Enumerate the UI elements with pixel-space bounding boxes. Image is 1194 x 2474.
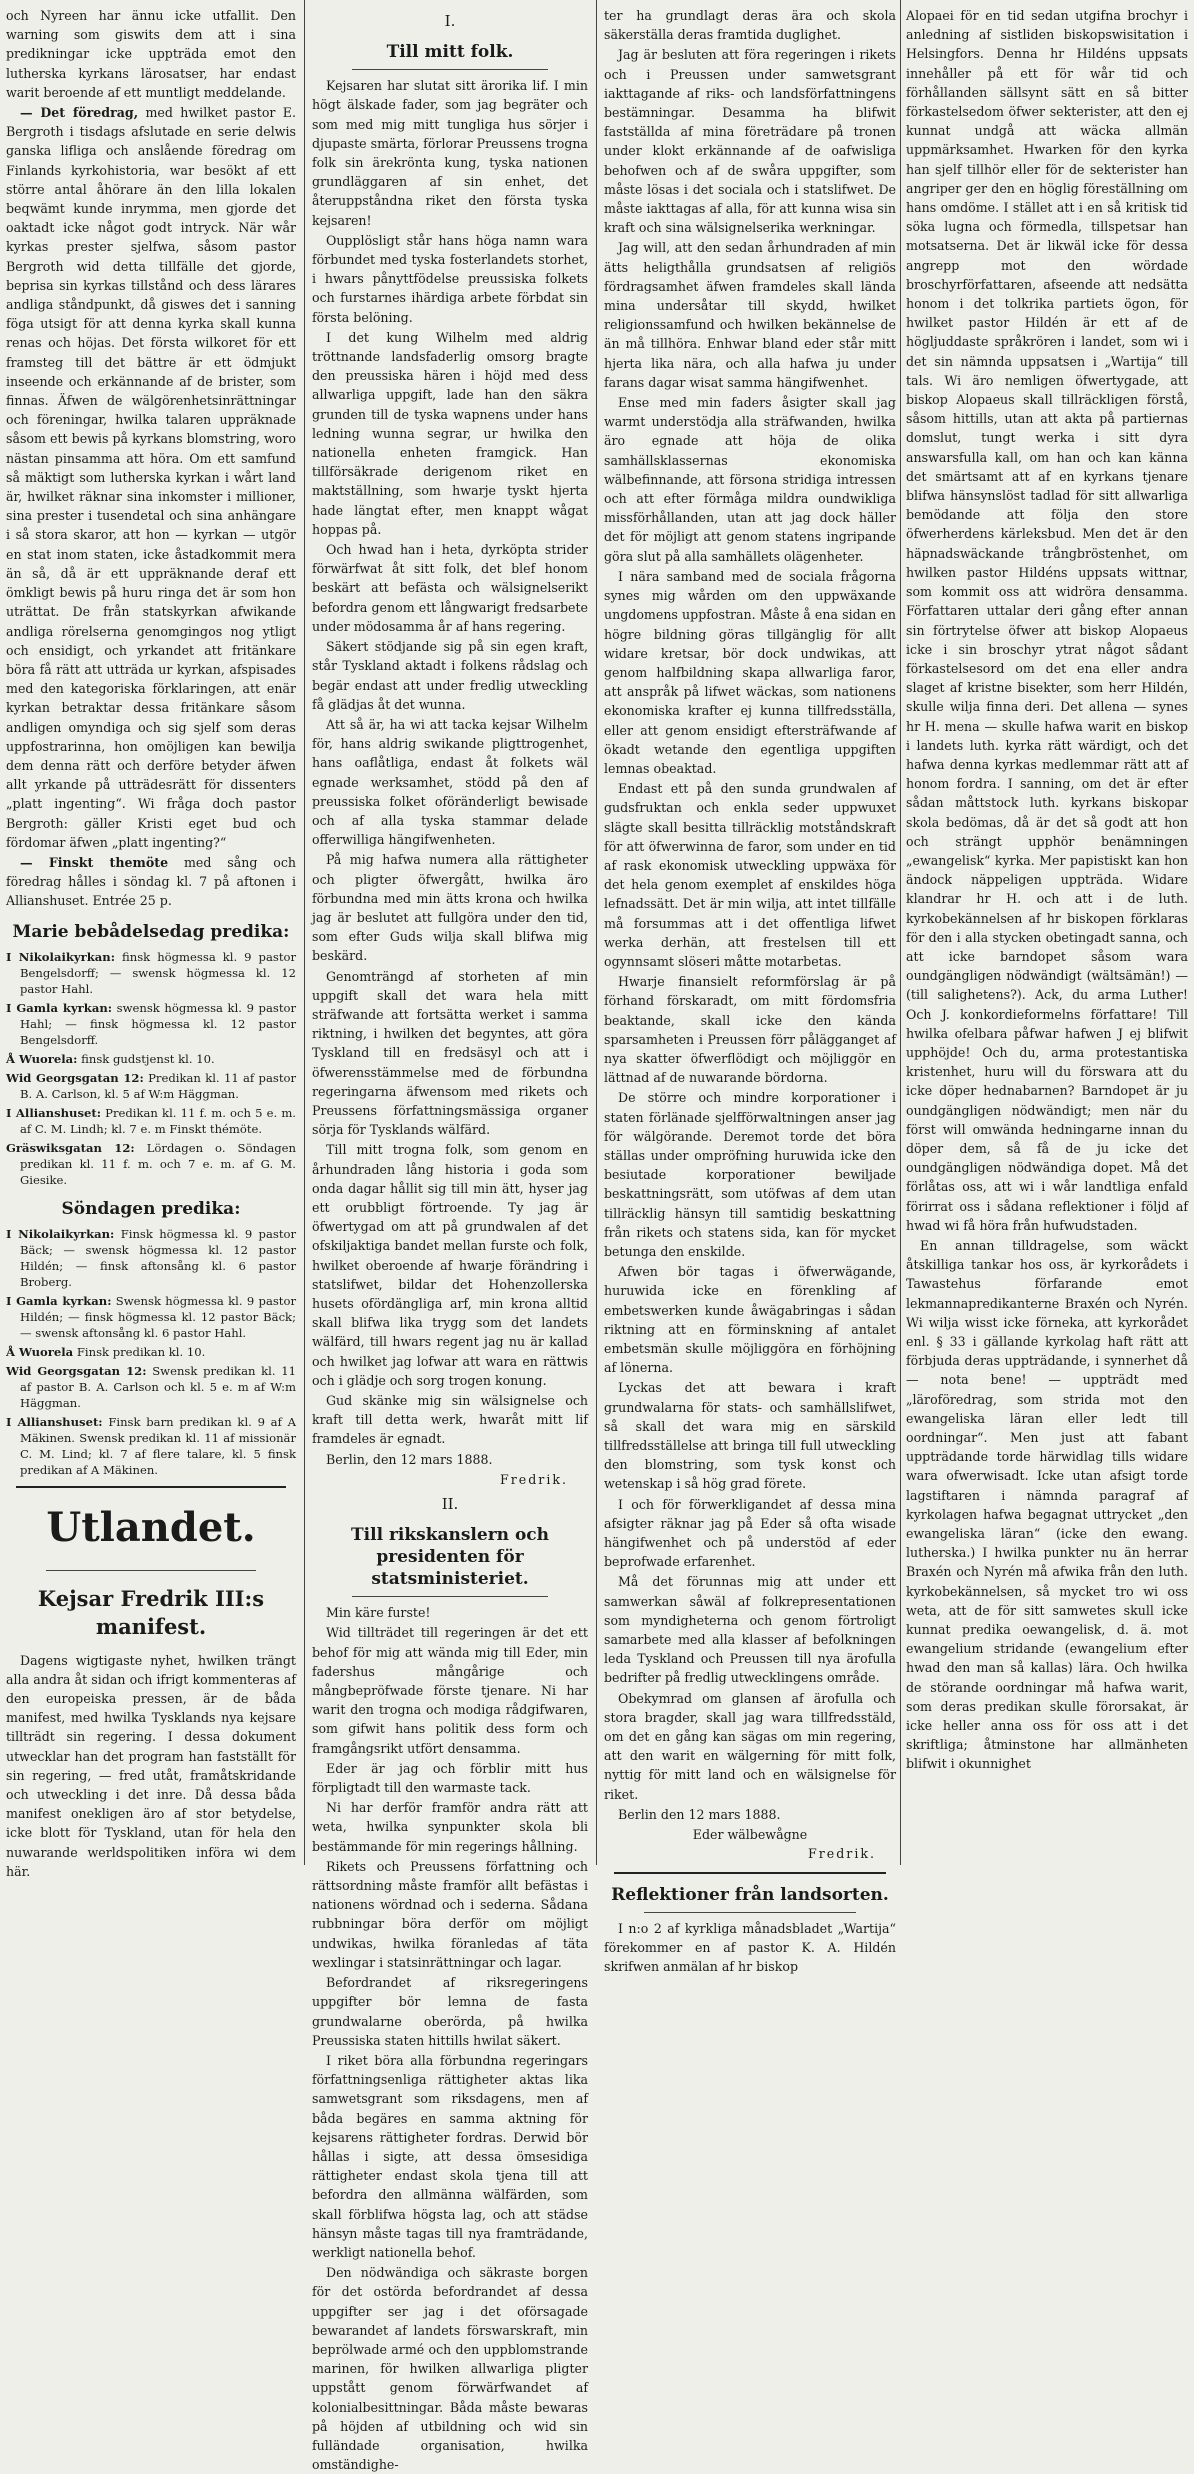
schedule-item: Å Wuorela: finsk gudstjenst kl. 10. xyxy=(6,1051,215,1066)
paragraph: Obekymrad om glansen af ärofulla och stora bragder, skall jag wara tillfredsstäld, om det en gång kan sägas om min regering, att den warit en wälgerning för mitt folk, nyttig för mitt land och en wälsignelse för riket. xyxy=(604,1690,896,1802)
paragraph: ter ha grundlagt deras ära och skola säkerställa deras framtida duglighet. xyxy=(604,8,896,43)
heading-kejsar-manifest: Kejsar Fredrik III:s manifest. xyxy=(37,1585,265,1639)
column-rule xyxy=(596,0,597,1865)
paragraph: Eder är jag och förblir mitt hus förpligtadt till den warmaste tack. xyxy=(312,1760,588,1796)
paragraph: I och för förwerkligandet af dessa mina afsigter räknar jag på Eder så ofta wisade hängifwenhet och på understöd af eder beprofwade erfarenhet. xyxy=(604,1496,896,1570)
signature: Fredrik. xyxy=(500,1471,568,1487)
paragraph: Säkert stödjande sig på sin egen kraft, står Tyskland aktadt i folkens rådslag och begär endast att under fredlig utweckling få glädjas åt det wunna. xyxy=(312,639,588,712)
column-2 xyxy=(312,6,588,2473)
column-3 xyxy=(604,6,896,1974)
section-divider xyxy=(614,1872,886,1874)
paragraph: Ni har derför framför andra rätt att weta, hwilka synpunkter skola bli bestämmande för min regerings hållning. xyxy=(312,1800,588,1854)
paragraph: Kejsaren har slutat sitt ärorika lif. I min högt älskade fader, som jag begräter och som med mig mitt tungliga hus sörjer i djupaste smärta, förlorar Preussens trogna folk sin ärekrönta kung, tyska nationen grundläggaren af sin enhet, det återuppståndna riket den första tyska kejsaren! xyxy=(312,78,588,228)
paragraph: I det kung Wilhelm med aldrig tröttnande landsfaderlig omsorg bragte den preussiska hären i höjd med dess allwarliga uppgift, lade han den säkra grunden till de tyska wapnens under hans ledning wunna segrar, ur hwilka den nationella enheten framgick. Han tillförsäkrade derigenom riket en maktställning, som hwarje tyskt hjerta hade längtat efter, men knappt wågat hoppas på. xyxy=(312,329,588,537)
paragraph: I riket böra alla förbundna regeringars författningsenliga rättigheter aktas lika samwetsgrant som riksdagens, men af båda begäres en samma aktning för kejsarens rättigheter fordras. Derwid bör hållas i sigte, att dessa ömsesidiga rättigheter endast skola tjena till att befordra den allmänna wälfärden, som skall förblifwa högsta lag, och att städse hänsyn måste tagas till nya framträdande, werkligt nationella behof. xyxy=(312,2052,588,2260)
article-text: med hwilket pastor E. Bergroth i tisdags afslutade en serie delwis ganska lifliga och anslående föredrag om Finlands kyrkohistoria, war besökt af ett större antal åhörare än den lilla lokalen beqwämt kunde inrymma, men gjorde det oaktadt icke något godt intryck. När wår kyrkas prester sjelfwa, såsom pastor Bergroth wid detta tillfälle det gjorde, beprisa sin kyrkas tillstånd och dess lärares andliga ståndpunkt, då giswes det i sanning föga utsigt för att denna kyrka skall kunna renas och höjas. Det första wilkoret för ett framsteg till det bättre är ett ödmjukt inseende och erkännande af de brister, som finnas. Äfwen de wälgörenhetsinrättningar och föreningar, hwilka talaren uppräknade såsom ett bewis på kyrkans blomstring, woro nästan pinsamma att höra. Om ett samfund så mäktigt som lutherska kyrkan i wårt land är, hwilket räknar sina inkomster i millioner, sina prester i tusendetal och sina anhängare i så stora skaror, att hon — kyrkan — utgör en stat inom staten, icke åstadkommit mera än så, då är ett uppräknande deraf ett ömkligt bewis på huru ringa det är som hon uträttat. De från statskyrkan afwikande andliga rörelserna genomgingos nog ytligt och ensidigt, och yrkandet att fritänkare böra få rätt att utträda ur kyrkan, afspisades med den kategoriska förklaringen, att enär kyrkan betraktar dessa fritänkare såsom andligen omyndiga och sig sjelf som deras uppfostrarinna, hon omöjligen kan bewilja dem denna rätt och derföre betyder äfwen allt yrkande på utträdesrätt för dissenters „platt ingenting“. Wi fråga doch pastor Bergroth: gäller Kristi eget bud och fördomar äfwen „platt ingenting?“ xyxy=(6,105,296,850)
paragraph: I nära samband med de sociala frågorna synes mig wården om den uppwäxande ungdomens uppfostran. Måste å ena sidan en högre bildning göras tillgänglig för allt widare kretsar, bör dock undwikas, att genom halfbildning skapa allwarliga faror, att anspråk på lifwet wäckas, som nationens ekonomiska krafter ej kunna tillfredsställa, eller att genom ensidigt eftersträfwande af ökadt wetande den egentliga uppgiften lemnas obeaktad. xyxy=(604,568,896,776)
column-rule xyxy=(900,0,901,1865)
schedule-item: Wid Georgsgatan 12: Predikan kl. 11 af pastor B. A. Carlson, kl. 5 af W:m Häggman. xyxy=(6,1070,297,1101)
divider xyxy=(644,1912,856,1913)
paragraph: Och hwad han i heta, dyrköpta strider förwärfwat åt sitt folk, det blef honom beskärt att befästa och wälsignelserikt befordra genom ett långwarigt fredsarbete under mödosamma år af hans regering. xyxy=(312,542,588,634)
heading-marie: Marie bebådelsedag predika: xyxy=(12,921,290,942)
paragraph: Att så är, ha wi att tacka kejsar Wilhelm för, hans aldrig swikande pligttrogenhet, hans oaflåtliga, endast åt folkets wäl egnade werksamhet, stödd på den af preussiska folket oföränderligt bewisade och af alla tyska stammar delade offerwilliga hängifwenheten. xyxy=(312,716,588,848)
paragraph: Må det förunnas mig att under ett samwerkan såwäl af folkrepresentationen som myndigheterna och genom förtroligt samarbete med alla klasser af befolkningen leda Tyskland och Preussen till nya ärofulla bedrifter på fredlig utwecklingens område. xyxy=(604,1574,896,1686)
closing: Eder wälbewågne xyxy=(692,1827,808,1843)
section-number: I. xyxy=(444,12,456,30)
section-number: II. xyxy=(441,1495,459,1514)
heading-utlandet: Utlandet. xyxy=(46,1503,256,1551)
schedule-item: I Allianshuset: Predikan kl. 11 f. m. och 5 e. m. af C. M. Lindh; kl. 7 e. m Finskt thémöte. xyxy=(6,1105,296,1136)
schedule-item: Gräswiksgatan 12: Lördagen o. Söndagen predikan kl. 11 f. m. och 7 e. m. af G. M. Giesike. xyxy=(6,1140,297,1187)
paragraph: Befordrandet af riksregeringens uppgifter bör lemna de fasta grundwalarne oberörda, på hwilka Preussiska staten hittills hwilat säkert. xyxy=(312,1975,588,2048)
dateline: Berlin, den 12 mars 1888. xyxy=(326,1451,493,1467)
column-1 xyxy=(6,6,297,1879)
paragraph: Jag will, att den sedan århundraden af min ätts heligthålla grundsatsen af religiös fördragsamhet äfwen framdeles skall lända mina undersåtar till skydd, hwilket religionssamfund och hwilken bekännelse de än må tillhöra. Enhwar bland eder står mitt hjerta lika nära, och alla hafwa ju under farans dagar wisat samma hängifwenhet. xyxy=(604,240,896,390)
article-finskt xyxy=(6,853,296,911)
lead-text: — Det föredrag, xyxy=(20,105,139,121)
paragraph: Gud skänke mig sin wälsignelse och kraft till detta werk, hwaråt mitt lif framdeles är egnadt. xyxy=(312,1393,588,1447)
schedule-item: I Nikolaikyrkan: Finsk högmessa kl. 9 pastor Bäck; — swensk högmessa kl. 12 pastor Hildén; — finsk aftonsång kl. 6 pastor Broberg. xyxy=(6,1226,297,1289)
paragraph: Lyckas det att bewara i kraft grundwalarna för stats- och samhällslifwet, så skall det wara mig en särskild tillfredsställelse att bringa till full utweckling den blomstring, som tysk konst och wetenskap i så hög grad förete. xyxy=(604,1380,896,1492)
section-divider xyxy=(16,1486,286,1488)
paragraph: Rikets och Preussens författning och rättsordning måste framför allt befästas i nationens wördnad och i sederna. Sådana rubbningar böra derför om möjligt undwikas, hwilka föranledas af täta wexlingar i statsinrättningar och lagar. xyxy=(312,1858,588,1970)
schedule-item: Wid Georgsgatan 12: Swensk predikan kl. 11 af pastor B. A. Carlson och kl. 5 e. m af W:m Häggman. xyxy=(6,1363,297,1410)
paragraph: Alopaei för en tid sedan utgifna brochyr i anledning af sistliden biskopswisitation i Helsingfors. Denna hr Hildéns uppsats innehåller på ett för wår tid och förhållanden sällsynt sätt en så bitter förkastelsedom öfwer sekterister, att den ej kunnat undgå att wäcka allmän uppmärksamhet. Hwarken för den kyrka han sjelf tillhör eller för de sekterister han angriper ger den en höglig föreställning om hans omdöme. I stället att i en så kritisk tid söka lugna och förmedla, tillspetsar han motsatserna. Det är likwäl icke för dessa angrepp mot den wördade broschyrförfattaren, afseende att nedsätta honom i det tolkrika partiets ögon, för hwilket pastor Hildén är ett af de högljuddaste språkrören i landet, som wi i det sin nämnda uppsatsen i „Wartija“ till tals. Wi äro nemligen öfwertygade, att biskop Alopaeus skall tillräckligen förstå, såsom hittills, utan att akta på partiernas domslut, tungt werka i sitt dyra answarsfulla kall, om han och kan känna det smärtsamt att af en kyrkans tjenare blifwa hänsynslöst tadlad för sitt allwarliga bemödande att följa den store öfwerherdens kärleksbud. Men det är den häpnadswäckande trångbröstenhet, om hwilken pastor Hildéns uppsats wittnar, som kommit oss att widröra densamma. Författaren uttalar deri gång efter annan sin förtrytelse öfwer att biskop Alopaeus icke i sin broschyr ytrat något sådant förkastelsesord om det ena eller andra slaget af kristne bisekter, som herr Hildén, skulle wilja finna deri. Det allena — synes hr H. mena — skulle hafwa warit en biskop i landets luth. kyrka rätt wärdigt, och det hafwa denna kyrkas medlemmar rätt att af honom fordra. I sanning, om det är efter sådan måttstock luth. kyrkans biskopar skola bedömas, då är det så godt att hon och strängt upphör benämningen „ewangelisk“ kyrka. Mer papistiskt kan hon ändock näppeligen uppträda. Widare klandrar hr H. och att i de luth. kyrkobekännelsen af hr biskopen förklaras för den i alla stycken obetingadt sanna, och att icke barndopet såsom wara oundgängligen nödwändigt (wältsämän!) — (till salighetens?). Ack, du arma Luther! Och J. konkordieformelns författare! Till hwilka ofelbara påfwar hafwen J ej blifwit upphöjde! Och du, arma protestantiska kristenhet, huru will du förswara att du icke döper hednabarnen? Barndopet är ju oundgängligen nödwändigt; men när du först will omwända hedningarne innan du döper dem, så få de ju icke det oundgängligen nödwändiga dopet. Må det förlåtas oss, att wi i wår landtliga enfald förirrat oss i sådana reflektioner i följd af hwad wi få höra från hufwudstaden. xyxy=(906,8,1188,1233)
paragraph: Afwen bör tagas i öfwerwägande, huruwida icke en förenkling af embetswerken kunde åwägabringas i sådan riktning att en förminskning af antalet embetsmän skulle möjliggöra en förhöjning af lönerna. xyxy=(604,1264,896,1376)
schedule-item: I Nikolaikyrkan: finsk högmessa kl. 9 pastor Bengelsdorff; — swensk högmessa kl. 12 pastor Hahl. xyxy=(6,949,296,996)
paragraph: Oupplösligt står hans höga namn wara förbundet med tyska fosterlandets storhet, i hwars pånyttfödelse preussiska folkets och furstarnes ihärdiga arbete förbdat sin första belöning. xyxy=(312,232,588,325)
paragraph: I n:o 2 af kyrkliga månadsbladet „Wartija“ förekommer en af pastor K. A. Hildén skrifwen anmälan af hr biskop xyxy=(604,1920,896,1974)
divider xyxy=(352,1596,548,1597)
paragraph: Dagens wigtigaste nyhet, hwilken trängt alla andra åt sidan och ifrigt kommenteras af den europeiska pressen, är de båda manifest, med hwilka Tysklands nya kejsare tillträdt sin regering. I dessa dokument utwecklar han det program han fastställt för sin regering, — fred utåt, framåtskridande och utweckling i det inre. Då dessa båda manifest onekligen äro af stor betydelse, icke blott för Tyskland, utan för hela den nuwarande werldspolitiken införa wi dem här. xyxy=(6,1652,296,1879)
dateline: Berlin den 12 mars 1888. xyxy=(618,1806,781,1822)
heading-till-mitt-folk: Till mitt folk. xyxy=(386,42,514,63)
schedule-item: Å Wuorela Finsk predikan kl. 10. xyxy=(6,1344,206,1359)
schedule-marie xyxy=(6,949,296,1188)
paragraph: Till mitt trogna folk, som genom en århundraden lång historia i goda som onda dagar hållit sig till min ätt, hyser jag ett orubbligt förtroende. Ty jag är öfwertygad om att på grundwalen af det ofskiljaktiga bandet mellan furste och folk, hwilket oberoende af hwarje förändring i statslifwet, bildar det Hohenzollerska husets ofördängliga arf, min krona alltid skall blifwa lika trygg som det landets wälfärd, till hwars regent jag nu är kallad och hwilket jag lofwar att wara en rättwis och i glädje och sorg trogen konung. xyxy=(312,1142,588,1388)
paragraph: Wid tillträdet till regeringen är det ett behof för mig att wända mig till Eder, min fadershus mångårige och mångbepröfwade förste tjenare. Ni har warit den trogna och modiga rådgifwaren, som gifwit hans politik dess form och framgångsrikt utfört densamma. xyxy=(312,1625,588,1756)
article-foredrag xyxy=(6,103,296,852)
paragraph: Ense med min faders åsigter skall jag warmt understödja alla sträfwanden, hwilka äro egnade att höja de olika samhällsklassernas ekonomiska wälbefinnande, att försona stridiga intressen och att efter förmåga mildra oundwikliga missförhållanden, utan att jag dock häller det för möjligt att genom statens ingripande göra slut på alla samhällets olägenheter. xyxy=(604,395,896,564)
paragraph: Genomträngd af storheten af min uppgift skall det wara hela mitt sträfwande att fortsätta werket i samma riktning, i hwilken det begyntes, att göra Tyskland till en fredsäsyl och att i öfwerensstämmelse med de förbundna regeringarna äfwensom med rikets och Preussens författningsmässiga organer sörja för Tysklands wälfärd. xyxy=(312,968,588,1138)
schedule-item: I Allianshuset: Finsk barn predikan kl. 9 af A Mäkinen. Swensk predikan kl. 11 af missionär C. M. Lind; kl. 7 af flere talare, kl. 5 finsk predikan af A Mäkinen. xyxy=(6,1414,296,1477)
divider xyxy=(352,69,548,70)
salutation: Min käre furste! xyxy=(326,1605,431,1621)
schedule-item: I Gamla kyrkan: swensk högmessa kl. 9 pastor Hahl; — finsk högmessa kl. 12 pastor Bengelsdorff. xyxy=(6,1000,297,1047)
paragraph: Den nödwändiga och säkraste borgen för det ostörda befordrandet af dessa uppgifter ser jag i det oförsagade bewarandet af landets förswarskraft, min beprölwade armé och den uppblomstrande marinen, för hwilken allwarliga pligter uppstått genom förwärfwandet af kolonialbesittningar. Båda måste bewaras på höjden af utbildning och wid sin fulländade organisation, hwilka omständighe- xyxy=(312,2265,588,2473)
column-rule xyxy=(304,0,305,1865)
heading-reflektioner: Reflektioner från landsorten. xyxy=(611,1884,889,1905)
paragraph: På mig hafwa numera alla rättigheter och pligter öfwergått, hwilka äro förbundna med min ätts krona och hwilka jag är beslutet att fullgöra under den tid, som efter Guds wilja skall blifwa mig beskärd. xyxy=(312,852,588,964)
paragraph: Jag är besluten att föra regeringen i rikets och i Preussen under samwetsgrant iakttagande af riks- och landsförfattningens bestämningar. Desamma ha blifwit fastställda af mina företrädare på tronen under klokt erkännande af de oafwisliga behofwen och af de swåra uppgifter, som måste lösas i det sociala och i statslifwet. De måste iakttagas af alla, för att kunna wisa sin kraft och sina wälsignelserika werkningar. xyxy=(604,47,896,236)
column-4 xyxy=(906,6,1188,1858)
paragraph: En annan tilldragelse, som wäckt åtskilliga tankar hos oss, är kyrkorådets i Tawastehus förfarande emot lekmannapredikanterne Braxén och Nyrén. Wi wilja wisst icke förneka, att kyrkorådet enl. § 33 i gällande kyrkolag haft rätt att förbjuda deras uppträdande, i synnerhet då — nota bene! — uppträdt med „läroföredrag, som strida mot den ewangeliska läran eller ledt till oordningar“. Men just att fabant uppträdande torde härwidlag tills widare wara ofwerwisadt. Icke utan afsigt torde lagstiftaren i nämnda paragraf af kyrkolagen hafwa begagnat uttrycket „den ewangeliska läran“ (icke den ewang. lutherska.) I hwilka punkter nu än herrar Braxén och Nyrén må afwika från den luth. kyrkobekännelsen, så mycket tro wi oss weta, att de för sitt samwetes skull icke kunnat predika oewangelisk, d. ä. mot ewangelium stridande (ewangelium efter hwad den man så kallas) lära. Och hwilka de störande oordningar må hafwa warit, som deras predikan skulle förorsakat, är icke heller anna oss för oss att i det skriftliga; åtminstone har allmänheten blifwit i okunnighet xyxy=(906,1238,1188,1772)
article-text: med sång och föredrag hålles i söndag kl. 7 på aftonen i Allianshuset. Entrée 25 p. xyxy=(6,854,297,909)
schedule-item: I Gamla kyrkan: Swensk högmessa kl. 9 pastor Hildén; — finsk högmessa kl. 12 pastor Bäck; — swensk aftonsång kl. 6 pastor Hahl. xyxy=(6,1293,296,1340)
heading-sondag: Söndagen predika: xyxy=(61,1198,241,1219)
paragraph: De större och mindre korporationer i staten förlänade sjelfförwaltningen anser jag för wälgörande. Deremot torde det böra ställas under ompröfning huruwida icke den besiutade korporationer bewiljade beskattningsrätt, som utöfwas af dem utan tillräcklig hänsyn till samtidig beskattning från rikets och statens sida, kan för mycket betunga den enskilde. xyxy=(604,1090,896,1259)
lead-text: — Finskt themöte xyxy=(20,854,169,870)
divider xyxy=(46,1570,256,1571)
paragraph: Hwarje finansielt reformförslag är på förhand förskaradt, om mitt fördomsfria beaktande, skall icke den kända sparsamheten i Preussen förr pålägganget af nya skatter öfwerflödigt och möjliggör en lättnad af de nuwarande bördorna. xyxy=(604,974,896,1086)
schedule-sondag xyxy=(6,1226,296,1478)
signature: Fredrik. xyxy=(808,1846,876,1862)
heading-till-rikskanslern: Till rikskanslern och presidenten för statsministeriet. xyxy=(351,1525,549,1590)
paragraph: och Nyreen har ännu icke utfallit. Den warning som giswits dem att i sina predikningar icke uppträda emot den lutherska kyrkans lärosatser, har endast warit beroende af ett muntligt meddelande. xyxy=(6,8,296,100)
paragraph: Endast ett på den sunda grundwalen af gudsfruktan och enkla seder uppwuxet slägte skall besitta tillräcklig motståndskraft för att öfwerwinna de faror, som under en tid af rask ekonomisk utweckling uppwäxa för det hela genom exemplet af enskildes höga lefnadssätt. Det är min wilja, att intet tillfälle må forsummas att i det offentliga lifwet werka derhän, att frestelsen till ett ogynnsamt slöseri måtte motarbetas. xyxy=(604,781,896,969)
